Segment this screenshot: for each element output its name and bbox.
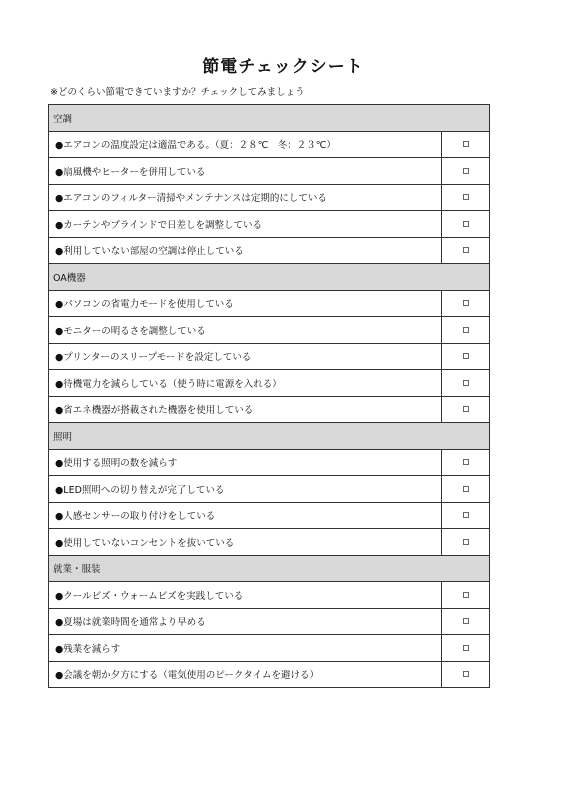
section-header: 空調 xyxy=(49,105,490,132)
checklist-check-cell xyxy=(442,370,490,397)
checkbox[interactable] xyxy=(463,247,469,253)
checkbox[interactable] xyxy=(463,512,469,518)
checklist-check-cell xyxy=(442,290,490,317)
checklist-item-label: ●待機電力を減らしている（使う時に電源を入れる） xyxy=(49,370,442,397)
checklist-check-cell xyxy=(442,502,490,529)
checklist-row xyxy=(49,158,490,185)
section-header-row xyxy=(49,264,490,291)
checklist-row xyxy=(49,211,490,238)
checkbox[interactable] xyxy=(463,486,469,492)
checklist-check-cell xyxy=(442,131,490,158)
page-title: 節電チェックシート xyxy=(202,57,364,77)
section-header-row xyxy=(49,105,490,132)
checklist-item-label: ●扇風機やヒーターを併用している xyxy=(49,158,442,185)
checklist-row xyxy=(49,237,490,264)
checklist-item-label: ●会議を朝か夕方にする（電気使用のピークタイムを避ける） xyxy=(49,661,442,688)
checklist-item-label: ●エアコンのフィルター清掃やメンテナンスは定期的にしている xyxy=(49,184,442,211)
checklist-row xyxy=(49,343,490,370)
checklist-check-cell xyxy=(442,158,490,185)
checklist-row xyxy=(49,582,490,609)
checklist-row xyxy=(49,317,490,344)
checkbox[interactable] xyxy=(463,592,469,598)
checkbox[interactable] xyxy=(463,380,469,386)
checklist-row xyxy=(49,184,490,211)
checklist-row xyxy=(49,529,490,556)
checklist-item-label: ●夏場は就業時間を通常より早める xyxy=(49,608,442,635)
checklist-check-cell xyxy=(442,608,490,635)
checklist-check-cell xyxy=(442,343,490,370)
checklist-row xyxy=(49,476,490,503)
checklist-item-label: ●カーテンやブラインドで日差しを調整している xyxy=(49,211,442,238)
checklist-item-label: ●省エネ機器が搭載された機器を使用している xyxy=(49,396,442,423)
checklist-check-cell xyxy=(442,449,490,476)
checkbox[interactable] xyxy=(463,459,469,465)
checkbox[interactable] xyxy=(463,618,469,624)
checkbox[interactable] xyxy=(463,194,469,200)
checklist-check-cell xyxy=(442,396,490,423)
section-header: OA機器 xyxy=(49,264,490,291)
checkbox[interactable] xyxy=(463,671,469,677)
checklist-check-cell xyxy=(442,582,490,609)
checklist-row xyxy=(49,396,490,423)
checklist-row xyxy=(49,370,490,397)
checklist-check-cell xyxy=(442,317,490,344)
checklist-check-cell xyxy=(442,529,490,556)
checklist-check-cell xyxy=(442,237,490,264)
checkbox[interactable] xyxy=(463,141,469,147)
page-subtitle: ※どのくらい節電できていますか？チェックしてみましょう xyxy=(50,87,305,98)
checklist-item-label: ●利用していない部屋の空調は停止している xyxy=(49,237,442,264)
checklist-item-label: ●クールビズ・ウォームビズを実践している xyxy=(49,582,442,609)
checklist-row xyxy=(49,661,490,688)
checklist-item-label: ●プリンターのスリープモードを設定している xyxy=(49,343,442,370)
checklist-check-cell xyxy=(442,476,490,503)
checklist-item-label: ●使用していないコンセントを抜いている xyxy=(49,529,442,556)
checkbox[interactable] xyxy=(463,353,469,359)
checklist-check-cell xyxy=(442,635,490,662)
checklist-row xyxy=(49,290,490,317)
checklist-row xyxy=(49,131,490,158)
checklist-row xyxy=(49,608,490,635)
checklist-item-label: ●モニターの明るさを調整している xyxy=(49,317,442,344)
checklist-row xyxy=(49,449,490,476)
checkbox[interactable] xyxy=(463,327,469,333)
checkbox[interactable] xyxy=(463,406,469,412)
checklist-check-cell xyxy=(442,661,490,688)
checklist-item-label: ●残業を減らす xyxy=(49,635,442,662)
checklist-table xyxy=(48,104,490,688)
checklist-item-label: ●人感センサーの取り付けをしている xyxy=(49,502,442,529)
checklist-row xyxy=(49,635,490,662)
checkbox[interactable] xyxy=(463,168,469,174)
checklist-row xyxy=(49,502,490,529)
checklist-item-label: ●パソコンの省電力モードを使用している xyxy=(49,290,442,317)
checklist-item-label: ●エアコンの温度設定は適温である。（夏：２８℃ 冬：２３℃） xyxy=(49,131,442,158)
checkbox[interactable] xyxy=(463,300,469,306)
section-header-row xyxy=(49,423,490,450)
section-header-row xyxy=(49,555,490,582)
checkbox[interactable] xyxy=(463,221,469,227)
checkbox[interactable] xyxy=(463,645,469,651)
checklist-item-label: ●LED照明への切り替えが完了している xyxy=(49,476,442,503)
section-header: 照明 xyxy=(49,423,490,450)
checkbox[interactable] xyxy=(463,539,469,545)
section-header: 就業・服装 xyxy=(49,555,490,582)
checklist-item-label: ●使用する照明の数を減らす xyxy=(49,449,442,476)
checklist-check-cell xyxy=(442,211,490,238)
checklist-check-cell xyxy=(442,184,490,211)
